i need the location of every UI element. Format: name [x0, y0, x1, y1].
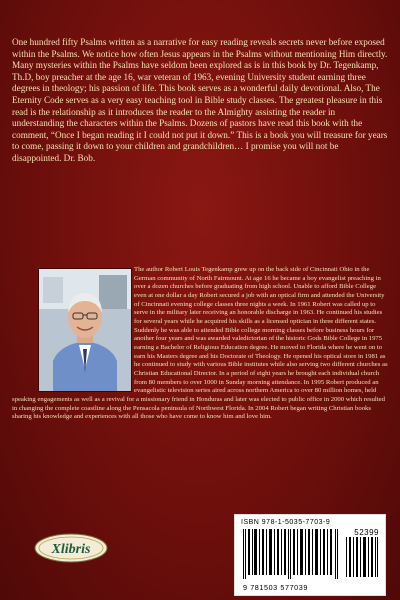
publisher-logo — [34, 533, 108, 563]
book-blurb: One hundred fifty Psalms written as a narrative for easy reading reveals secrets never before exposed within the Psalms. We notice how often Jesus appears in the Psalms without mentioning Him directly. Many mysteries within the Psalms have seldom been explored as is in this book by Dr. Tegenkamp, Th.D, boy preacher at the age 16, war veteran of 1963, evening University student earning three degrees in theology; his passion of life. This book serves as a wonderful daily devotional. Also, The Eternity Code serves as a very easy teaching tool in Bible study classes. The greatest pleasure in this read is the relationship as it introduces the reader to the Almighty assisting the reader in understanding the characters within the Psalms. Dozens of pastors have read this book with the comment, “Once I began reading it I could not put it down.” This is a book you will treasure for years to come, passing it down to your children and grandchildren… I promise you will not be disappointed. Dr. Bob. — [12, 37, 388, 163]
barcode-number: 9 781503 577039 — [243, 583, 308, 592]
isbn-label: ISBN 978-1-5035-7703-9 — [241, 519, 331, 526]
barcode-bars-icon — [241, 529, 341, 579]
price-barcode-icon — [345, 537, 379, 577]
publisher-name: Xlibris — [51, 542, 91, 557]
isbn-barcode — [234, 514, 386, 596]
price-code: 52399 — [354, 528, 379, 537]
xlibris-logo-icon — [34, 533, 108, 563]
author-bio-text: The author Robert Louis Tegenkamp grew up on the back side of Cincinnati Ohio in the German community of North Fairmount. At age 16 he became a boy evangelist preaching in over a dozen churches before graduating from high school. Unable to afford Bible College even at one dollar a day Robert secured a job with an optical firm and attended the University of Cincinnati evening college classes three nights a week. In 1961 Robert was called up to serve in the military later receiving an honorable discharge in 1963. He continued his studies for several years while he acquired his skills as a licensed optician in three different states. Suddenly he was able to attended Bible college morning classes before business hours for another four years and was awarded valedictorian of the historic Gods Bible College in 1975 earning a Bachelor of Religious Education degree. He moved to Florida where he went on to earn his Masters degree and his Doctorate of Theology. He opened his optical store in 1981 as he continued to study with various Bible institutes while also serving two different churches as Christian Educational Director. In a period of eight years he brought each individual church from 80 members to over 1000 in Sunday morning attendance. In 1995 Robert produced an evangelistic television series aired across northern America to over 80 million homes, held speaking engagements as well as a revival for a missionary friend in Honduras and later was elected to public office in 2000 which resulted in changing the complete coastline along the Pensacola peninsula of Northwest Florida. In 2004 Robert began writing Christian books sharing his knowledge and experiences with all those who have come to know him and love him. — [12, 266, 388, 421]
author-bio — [12, 266, 388, 526]
